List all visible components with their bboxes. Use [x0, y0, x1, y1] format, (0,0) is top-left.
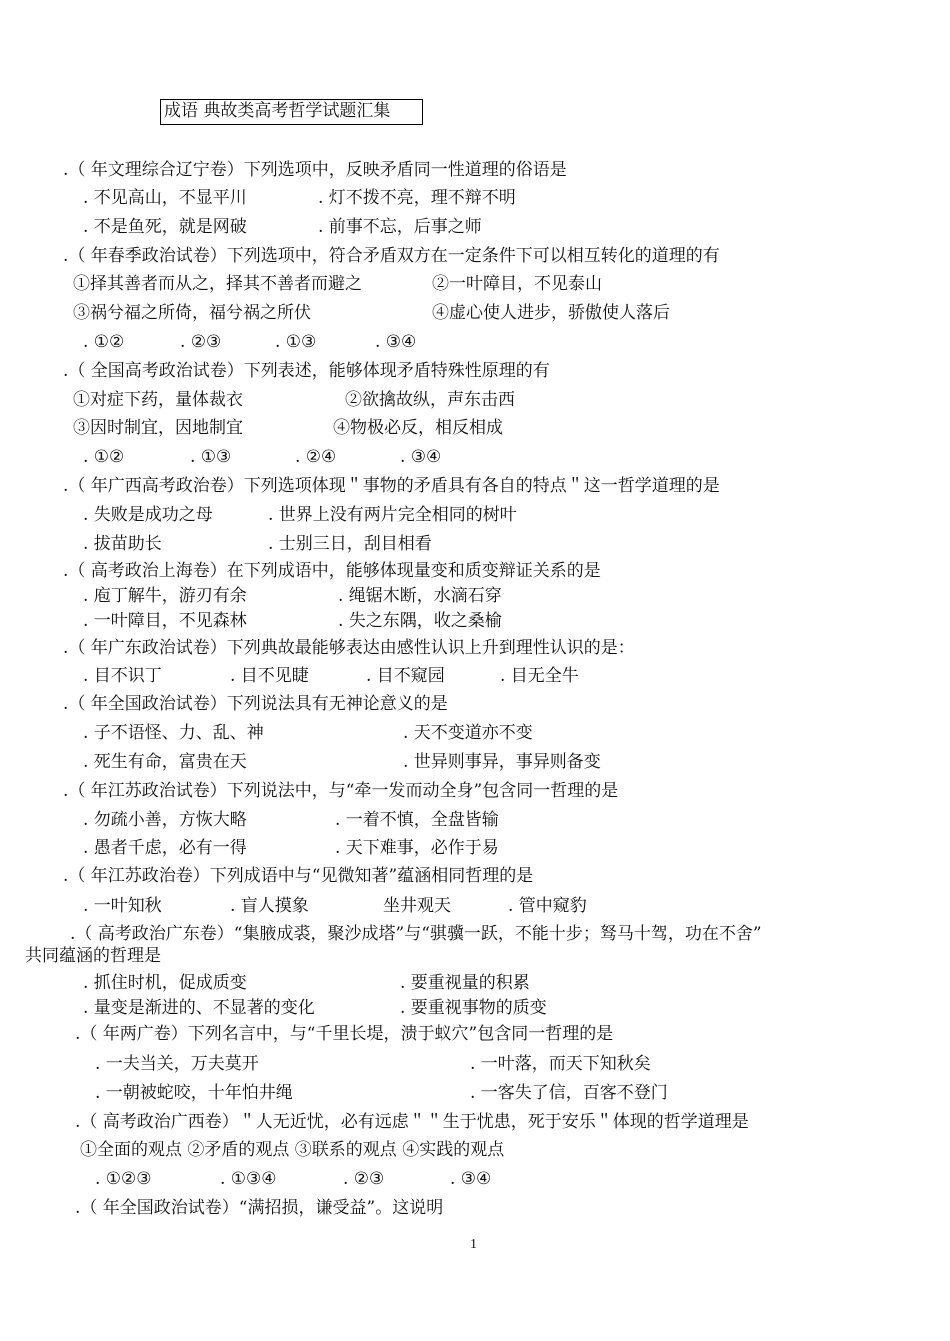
- option: . 目无全牛: [500, 666, 579, 686]
- option: . 一客失了信，百客不登门: [470, 1083, 668, 1103]
- question-stem: .（ 年全国政治试卷）“满招损，谦受益”。这说明: [75, 1198, 444, 1218]
- statement: ①对症下药，量体裁衣: [73, 390, 243, 410]
- question-stem: .（ 年文理综合辽宁卷）下列选项中，反映矛盾同一性道理的俗语是: [63, 160, 567, 180]
- question-stem: .（ 高考政治广东卷）“集腋成裘，聚沙成塔”与“骐骥一跃，不能十步；驽马十驾，功在不舍”: [70, 924, 762, 944]
- option: . 勿疏小善，方恢大略: [83, 810, 247, 830]
- statement: ②欲擒故纵，声东击西: [345, 390, 515, 410]
- option: . 管中窥豹: [508, 896, 587, 916]
- question-stem: .（ 年全国政治试卷）下列说法具有无神论意义的是: [63, 694, 448, 714]
- option: . ②③: [343, 1169, 385, 1189]
- option: . ③④: [450, 1169, 492, 1189]
- option: . 不是鱼死，就是网破: [83, 217, 247, 237]
- option: . ①③: [275, 332, 317, 352]
- option: . ②④: [295, 447, 337, 467]
- option: . ③④: [400, 447, 442, 467]
- option: . ②③: [180, 332, 222, 352]
- option: . ①③: [190, 447, 232, 467]
- question-stem: .（ 全国高考政治试卷）下列表述，能够体现矛盾特殊性原理的有: [63, 361, 550, 381]
- option: . 一叶落，而天下知秋矣: [470, 1054, 651, 1074]
- option: . 目不识丁: [83, 666, 162, 686]
- option: . 死生有命，富贵在天: [83, 752, 247, 772]
- option: . 一夫当关，万夫莫开: [95, 1054, 259, 1074]
- option: . 士别三日，刮目相看: [268, 534, 432, 554]
- option: . ①②: [83, 332, 125, 352]
- option: . 世异则事异，事异则备变: [403, 752, 601, 772]
- option: . 一朝被蛇咬，十年怕井绳: [95, 1083, 293, 1103]
- page-title: 成语 典故类高考哲学试题汇集: [160, 99, 423, 125]
- page-number: 1: [470, 1237, 477, 1252]
- statement: ①择其善者而从之，择其不善者而避之: [73, 274, 362, 294]
- statement: ②一叶障目，不见泰山: [432, 274, 602, 294]
- question-stem: .（ 年两广卷）下列名言中，与“千里长堤，溃于蚁穴”包含同一哲理的是: [75, 1024, 614, 1044]
- question-stem: .（ 年广东政治试卷）下列典故最能够表达由感性认识上升到理性认识的是：: [63, 638, 635, 658]
- question-stem: .（ 年江苏政治卷）下列成语中与“见微知著”蕴涵相同哲理的是: [63, 866, 534, 886]
- option: . 绳锯木断，水滴石穿: [338, 586, 502, 606]
- question-stem: .（ 年春季政治试卷）下列选项中，符合矛盾双方在一定条件下可以相互转化的道理的有: [63, 246, 720, 266]
- option: . 子不语怪、力、乱、神: [83, 723, 264, 743]
- question-stem-continued: 共同蕴涵的哲理是: [25, 946, 161, 966]
- option: . 抓住时机，促成质变: [83, 973, 247, 993]
- option: . ①②: [83, 447, 125, 467]
- question-stem: .（ 年广西高考政治卷）下列选项体现＂事物的矛盾具有各自的特点＂这一哲学道理的是: [63, 476, 720, 496]
- option: . 盲人摸象: [230, 896, 309, 916]
- option: . 拔苗助长: [83, 534, 162, 554]
- option: . ③④: [375, 332, 417, 352]
- option: . 目不见睫: [230, 666, 309, 686]
- option: . 天不变道亦不变: [403, 723, 533, 743]
- option: . 一叶知秋: [83, 896, 162, 916]
- option: . 不见高山，不显平川: [83, 188, 247, 208]
- option: . 目不窥园: [366, 666, 445, 686]
- question-stem: .（ 高考政治上海卷）在下列成语中，能够体现量变和质变辩证关系的是: [63, 561, 601, 581]
- question-stem: .（ 高考政治广西卷）＂人无近忧，必有远虑＂＂生于忧患，死于安乐＂体现的哲学道理是: [75, 1112, 749, 1132]
- option: . ①③④: [220, 1169, 277, 1189]
- option: . 庖丁解牛，游刃有余: [83, 586, 247, 606]
- statement: ④虚心使人进步，骄傲使人落后: [432, 303, 670, 323]
- statement: ③祸兮福之所倚，福兮祸之所伏: [73, 303, 311, 323]
- statement: ④物极必反，相反相成: [333, 418, 503, 438]
- option: . 世界上没有两片完全相同的树叶: [268, 505, 517, 525]
- option: . 要重视量的积累: [400, 973, 530, 993]
- option: . 一着不慎，全盘皆输: [335, 810, 499, 830]
- statement: ①全面的观点 ②矛盾的观点 ③联系的观点 ④实践的观点: [80, 1140, 505, 1160]
- option: . 量变是渐进的、不显著的变化: [83, 998, 315, 1018]
- option: . 一叶障目，不见森林: [83, 611, 247, 631]
- option: 坐井观天: [383, 896, 451, 916]
- option: . 天下难事，必作于易: [335, 838, 499, 858]
- option: . 愚者千虑，必有一得: [83, 838, 247, 858]
- option: . 前事不忘，后事之师: [318, 217, 482, 237]
- question-stem: .（ 年江苏政治试卷）下列说法中，与“牵一发而动全身”包含同一哲理的是: [63, 781, 619, 801]
- option: . 灯不拨不亮，理不辩不明: [318, 188, 516, 208]
- option: . 失败是成功之母: [83, 505, 213, 525]
- statement: ③因时制宜，因地制宜: [73, 418, 243, 438]
- option: . 失之东隅，收之桑榆: [338, 611, 502, 631]
- option: . 要重视事物的质变: [400, 998, 547, 1018]
- option: . ①②③: [95, 1169, 152, 1189]
